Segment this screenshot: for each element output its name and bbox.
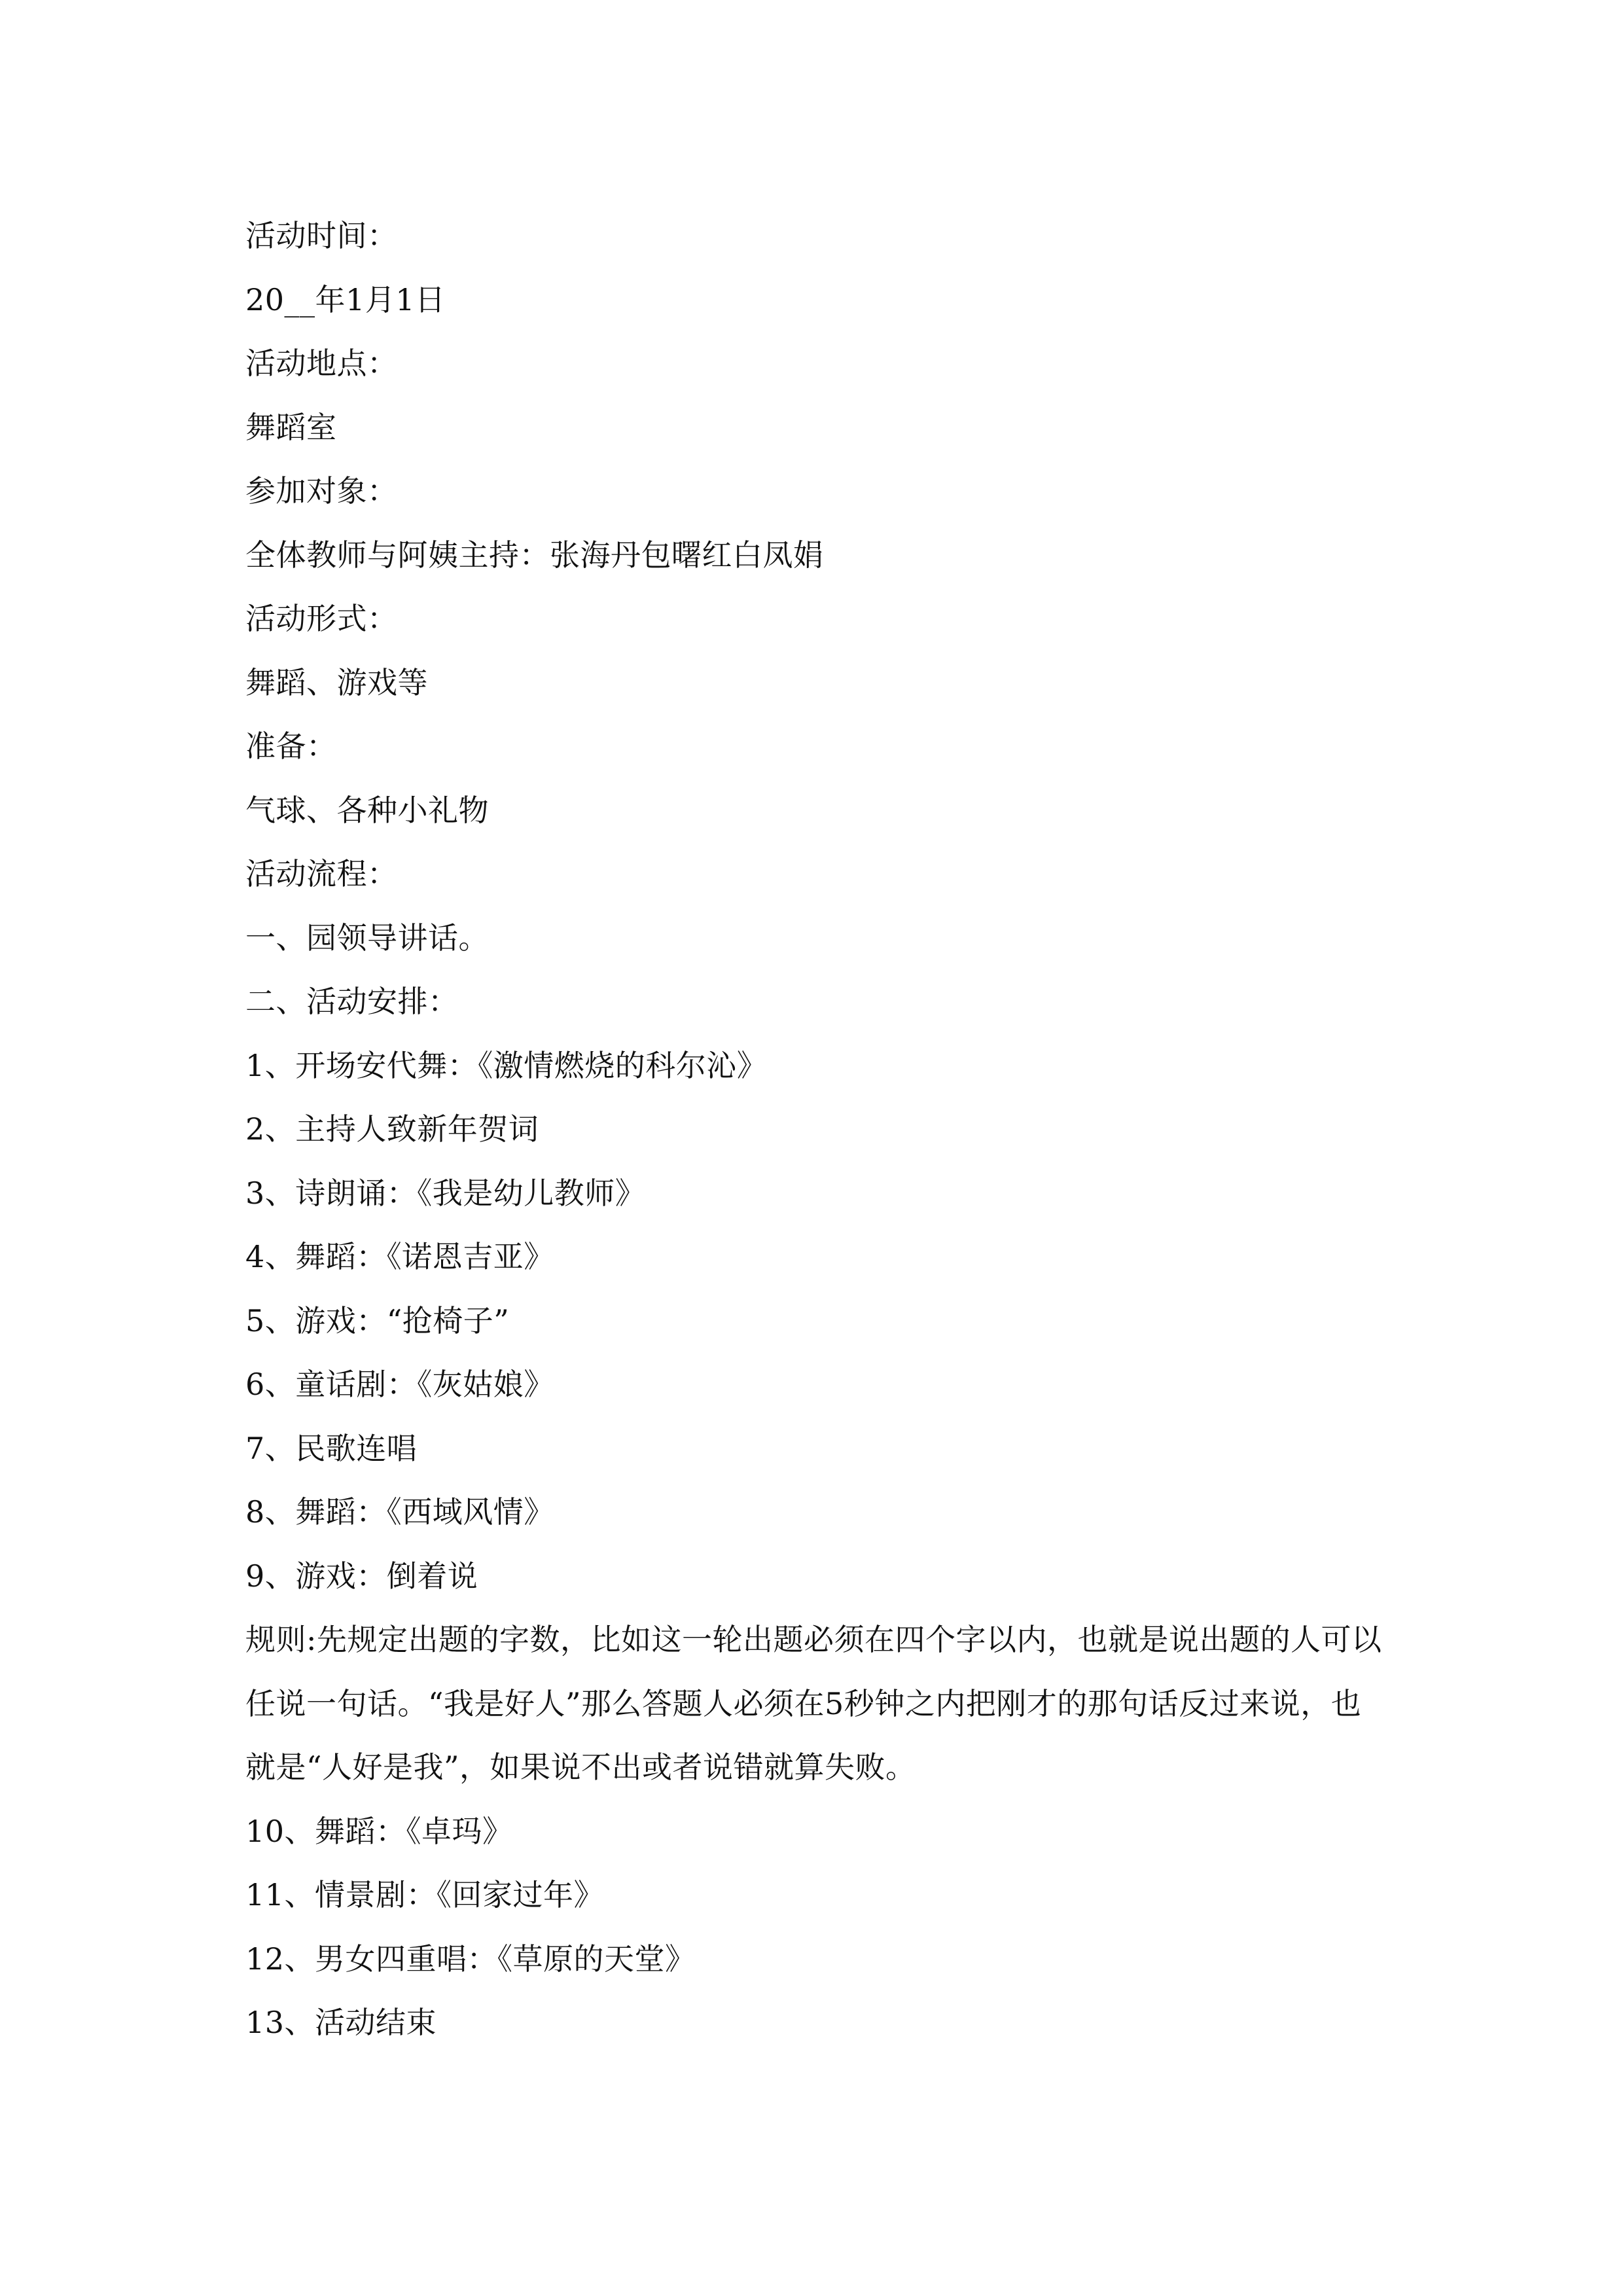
text-line-activity-time-label: 活动时间： <box>245 218 398 253</box>
text-line-preparation-label: 准备： <box>245 728 337 764</box>
program-item-10: 10、舞蹈：《卓玛》 <box>245 1813 513 1849</box>
program-item-13: 13、活动结束 <box>245 2005 437 2040</box>
program-item-3: 3、诗朗诵：《我是幼儿教师》 <box>245 1175 646 1211</box>
text-line-process-step-1: 一、园领导讲话。 <box>245 920 489 956</box>
text-line-process-label: 活动流程： <box>245 856 398 891</box>
program-item-8: 8、舞蹈：《西域风情》 <box>245 1494 554 1530</box>
program-item-7: 7、民歌连唱 <box>245 1430 418 1466</box>
rules-paragraph: 规则:先规定出题的字数，比如这一轮出题必须在四个字以内，也就是说出题的人可以任说一句话。“我是好人”那么答题人必须在5秒钟之内把刚才的那句话反过来说，也就是“人好是我”，如果说不出或者说错就算失败。 <box>245 1622 1382 1785</box>
text-line-preparation: 气球、各种小礼物 <box>245 792 489 828</box>
text-line-process-step-2: 二、活动安排： <box>245 984 459 1019</box>
text-line-activity-form: 舞蹈、游戏等 <box>245 664 428 700</box>
text-line-activity-date: 20__年1月1日 <box>245 281 446 317</box>
program-item-9: 9、游戏：倒着说 <box>245 1558 478 1594</box>
program-item-2: 2、主持人致新年贺词 <box>245 1111 539 1147</box>
text-line-participants-label: 参加对象： <box>245 473 398 509</box>
program-item-6: 6、童话剧：《灰姑娘》 <box>245 1367 554 1402</box>
program-item-11: 11、情景剧：《回家过年》 <box>245 1877 605 1912</box>
program-item-5: 5、游戏：“抢椅子” <box>245 1302 510 1338</box>
program-item-4: 4、舞蹈：《诺恩吉亚》 <box>245 1239 554 1274</box>
program-item-1: 1、开场安代舞：《激情燃烧的科尔沁》 <box>245 1047 768 1083</box>
text-line-activity-place: 舞蹈室 <box>245 409 337 445</box>
text-line-activity-place-label: 活动地点： <box>245 346 398 381</box>
text-line-participants-hosts: 全体教师与阿姨主持：张海丹包曙红白凤娟 <box>245 537 824 573</box>
program-item-12: 12、男女四重唱：《草原的天堂》 <box>245 1941 696 1977</box>
text-line-activity-form-label: 活动形式： <box>245 601 398 636</box>
document-body <box>245 204 1384 2055</box>
